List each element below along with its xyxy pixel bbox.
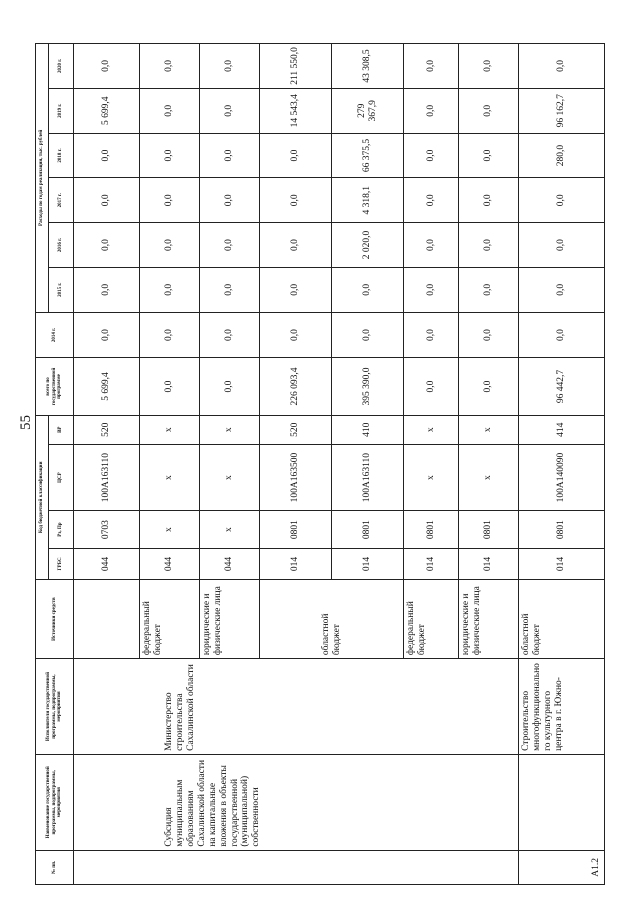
total-cell: 0,0 bbox=[404, 358, 459, 415]
total-cell: 0,0 bbox=[200, 358, 260, 415]
y2020-cell: 0,0 bbox=[459, 44, 519, 89]
y2018-cell: 280,0 bbox=[519, 133, 605, 178]
header-expenses-group: Расходы по годам реализации, тыс. рублей bbox=[36, 44, 49, 313]
source-cell: федеральный бюджет bbox=[140, 580, 200, 659]
header-2017: 2017 г. bbox=[49, 178, 74, 223]
header-name: Наименование государственной программы, подпрограммы, мероприятия bbox=[36, 754, 74, 850]
csr-cell: 100А163110 bbox=[74, 444, 140, 511]
y2015-cell: 0,0 bbox=[260, 267, 332, 312]
y2014-cell: 0,0 bbox=[332, 312, 404, 358]
y2016-cell: 0,0 bbox=[459, 223, 519, 268]
y2015-cell: 0,0 bbox=[404, 267, 459, 312]
rzpr-cell: 0703 bbox=[74, 511, 140, 548]
vr-cell: 410 bbox=[332, 415, 404, 444]
header-no: № пп. bbox=[36, 850, 74, 884]
y2018-cell: 0,0 bbox=[404, 133, 459, 178]
csr-cell: х bbox=[404, 444, 459, 511]
y2017-cell: 0,0 bbox=[404, 178, 459, 223]
y2014-cell: 0,0 bbox=[519, 312, 605, 358]
header-total: всего по государственной программе bbox=[36, 358, 74, 415]
rzpr-cell: 0801 bbox=[519, 511, 605, 548]
vr-cell: х bbox=[140, 415, 200, 444]
y2017-cell: 0,0 bbox=[260, 178, 332, 223]
y2016-cell: 0,0 bbox=[260, 223, 332, 268]
vr-cell: х bbox=[459, 415, 519, 444]
y2018-cell: 0,0 bbox=[140, 133, 200, 178]
vr-cell: х bbox=[200, 415, 260, 444]
y2016-cell: 0,0 bbox=[74, 223, 140, 268]
y2016-cell: 0,0 bbox=[519, 223, 605, 268]
y2019-cell: 0,0 bbox=[200, 88, 260, 133]
vr-cell: 414 bbox=[519, 415, 605, 444]
y2020-cell: 0,0 bbox=[519, 44, 605, 89]
header-2019: 2019 г. bbox=[49, 88, 74, 133]
header-csr: ЦСР bbox=[49, 444, 74, 511]
row-number: А1.2 bbox=[519, 850, 605, 884]
y2018-cell: 0,0 bbox=[459, 133, 519, 178]
y2020-cell: 0,0 bbox=[140, 44, 200, 89]
row-number-blank bbox=[74, 850, 519, 884]
y2014-cell: 0,0 bbox=[260, 312, 332, 358]
y2018-cell: 0,0 bbox=[260, 133, 332, 178]
header-kbk-group: Код бюджетной классификации bbox=[36, 415, 49, 579]
header-rzpr: Рз, Пр bbox=[49, 511, 74, 548]
y2017-cell: 0,0 bbox=[200, 178, 260, 223]
y2016-cell: 0,0 bbox=[140, 223, 200, 268]
csr-cell: х bbox=[459, 444, 519, 511]
y2017-cell: 4 318,1 bbox=[332, 178, 404, 223]
source-cell: юридические и физические лица bbox=[459, 580, 519, 659]
header-2016: 2016 г. bbox=[49, 223, 74, 268]
y2019-cell: 0,0 bbox=[404, 88, 459, 133]
y2020-cell: 0,0 bbox=[404, 44, 459, 89]
csr-cell: 100А140090 bbox=[519, 444, 605, 511]
source-cell bbox=[74, 580, 140, 659]
rzpr-cell: х bbox=[200, 511, 260, 548]
csr-cell: 100А163500 bbox=[260, 444, 332, 511]
header-2015: 2015 г. bbox=[49, 267, 74, 312]
page-number: 55 bbox=[18, 415, 34, 430]
executor-name: Министерство строительства Сахалинской области bbox=[74, 659, 519, 755]
grbs-cell: 014 bbox=[519, 548, 605, 579]
rzpr-cell: 0801 bbox=[260, 511, 332, 548]
y2015-cell: 0,0 bbox=[459, 267, 519, 312]
header-grbs: ГРБС bbox=[49, 548, 74, 579]
executor-name: Строительство многофункционального культурного центра в г. Южно- bbox=[519, 659, 605, 755]
rzpr-cell: 0801 bbox=[459, 511, 519, 548]
rzpr-cell: 0801 bbox=[404, 511, 459, 548]
grbs-cell: 014 bbox=[260, 548, 332, 579]
table-row bbox=[74, 44, 140, 885]
y2020-cell: 0,0 bbox=[74, 44, 140, 89]
y2018-cell: 0,0 bbox=[74, 133, 140, 178]
y2017-cell: 0,0 bbox=[74, 178, 140, 223]
header-2020: 2020 г. bbox=[49, 44, 74, 89]
y2015-cell: 0,0 bbox=[200, 267, 260, 312]
header-source: Источники средств bbox=[36, 580, 74, 659]
y2014-cell: 0,0 bbox=[200, 312, 260, 358]
header-executor: Исполнители государственной программы, подпрограммы, мероприятия bbox=[36, 659, 74, 755]
grbs-cell: 044 bbox=[74, 548, 140, 579]
y2015-cell: 0,0 bbox=[332, 267, 404, 312]
measure-name-blank bbox=[519, 754, 605, 850]
grbs-cell: 044 bbox=[200, 548, 260, 579]
y2019-cell: 5 699,4 bbox=[74, 88, 140, 133]
rzpr-cell: х bbox=[140, 511, 200, 548]
y2018-cell: 0,0 bbox=[200, 133, 260, 178]
csr-cell: 100А163110 bbox=[332, 444, 404, 511]
grbs-cell: 014 bbox=[459, 548, 519, 579]
y2020-cell: 43 308,5 bbox=[332, 44, 404, 89]
y2014-cell: 0,0 bbox=[404, 312, 459, 358]
budget-table bbox=[35, 43, 605, 885]
y2019-cell: 96 162,7 bbox=[519, 88, 605, 133]
y2020-cell: 0,0 bbox=[200, 44, 260, 89]
total-cell: 5 699,4 bbox=[74, 358, 140, 415]
grbs-cell: 014 bbox=[404, 548, 459, 579]
total-cell: 226 093,4 bbox=[260, 358, 332, 415]
vr-cell: 520 bbox=[260, 415, 332, 444]
y2019-cell: 14 543,4 bbox=[260, 88, 332, 133]
table-row bbox=[519, 44, 605, 885]
source-cell: областной бюджет bbox=[260, 580, 404, 659]
vr-cell: х bbox=[404, 415, 459, 444]
y2016-cell: 0,0 bbox=[404, 223, 459, 268]
vr-cell: 520 bbox=[74, 415, 140, 444]
y2019-cell: 279 367,9 bbox=[332, 88, 404, 133]
y2019-cell: 0,0 bbox=[459, 88, 519, 133]
grbs-cell: 044 bbox=[140, 548, 200, 579]
y2017-cell: 0,0 bbox=[519, 178, 605, 223]
y2016-cell: 2 020,0 bbox=[332, 223, 404, 268]
csr-cell: х bbox=[140, 444, 200, 511]
csr-cell: х bbox=[200, 444, 260, 511]
y2017-cell: 0,0 bbox=[140, 178, 200, 223]
total-cell: 0,0 bbox=[140, 358, 200, 415]
header-2014: 2014 г. bbox=[36, 312, 74, 358]
y2020-cell: 211 550,0 bbox=[260, 44, 332, 89]
source-cell: федеральный бюджет bbox=[404, 580, 459, 659]
total-cell: 0,0 bbox=[459, 358, 519, 415]
total-cell: 395 390,0 bbox=[332, 358, 404, 415]
measure-name: Субсидия муниципальным образованиям Сахалинской области на капитальные вложения в объекты государственной (муниципальной) собственности bbox=[74, 754, 519, 850]
y2014-cell: 0,0 bbox=[74, 312, 140, 358]
y2016-cell: 0,0 bbox=[200, 223, 260, 268]
rzpr-cell: 0801 bbox=[332, 511, 404, 548]
rotated-table-container bbox=[35, 43, 602, 885]
y2014-cell: 0,0 bbox=[140, 312, 200, 358]
y2014-cell: 0,0 bbox=[459, 312, 519, 358]
y2015-cell: 0,0 bbox=[140, 267, 200, 312]
grbs-cell: 014 bbox=[332, 548, 404, 579]
y2015-cell: 0,0 bbox=[74, 267, 140, 312]
y2017-cell: 0,0 bbox=[459, 178, 519, 223]
source-cell: областной бюджет bbox=[519, 580, 605, 659]
y2018-cell: 66 375,5 bbox=[332, 133, 404, 178]
y2015-cell: 0,0 bbox=[519, 267, 605, 312]
header-vr: ВР bbox=[49, 415, 74, 444]
header-2018: 2018 г. bbox=[49, 133, 74, 178]
y2019-cell: 0,0 bbox=[140, 88, 200, 133]
source-cell: юридические и физические лица bbox=[200, 580, 260, 659]
total-cell: 96 442,7 bbox=[519, 358, 605, 415]
